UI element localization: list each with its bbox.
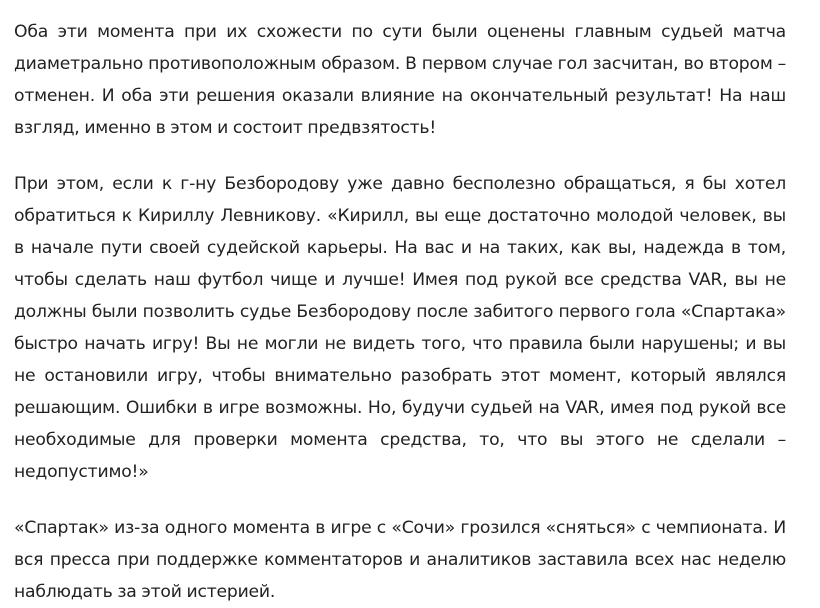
paragraph-3: «Спартак» из-за одного момента в игре с «Сочи» грозился «сняться» с чемпионата. И вся пресса при поддержке комментаторов и аналитиков заставила всех нас неделю наблюдать за этой истерией. <box>14 518 786 602</box>
article-body <box>14 16 786 608</box>
paragraph-1: Оба эти момента при их схожести по сути были оценены главным судьей матча диаметрально противоположным образом. В первом случае гол засчитан, во втором – отменен. И оба эти решения оказали влияние на окончательный результат! На наш взгляд, именно в этом и состоит предвзятость! <box>14 22 786 138</box>
paragraph-2: При этом, если к г-ну Безбородову уже давно бесполезно обращаться, я бы хотел обратиться к Кириллу Левникову. «Кирилл, вы еще достаточно молодой человек, вы в начале пути своей судейской карьеры. На вас и на таких, как вы, надежда в том, чтобы сделать наш футбол чище и лучше! Имея под рукой все средства VAR, вы не должны были позволить судье Безбородову после забитого первого гола «Спартака» быстро начать игру! Вы не могли не видеть того, что правила были нарушены; и вы не остановили игру, чтобы внимательно разобрать этот момент, который являлся решающим. Ошибки в игре возможны. Но, будучи судьей на VAR, имея под рукой все необходимые для проверки момента средства, то, что вы этого не сделали – недопустимо!» <box>14 174 786 482</box>
